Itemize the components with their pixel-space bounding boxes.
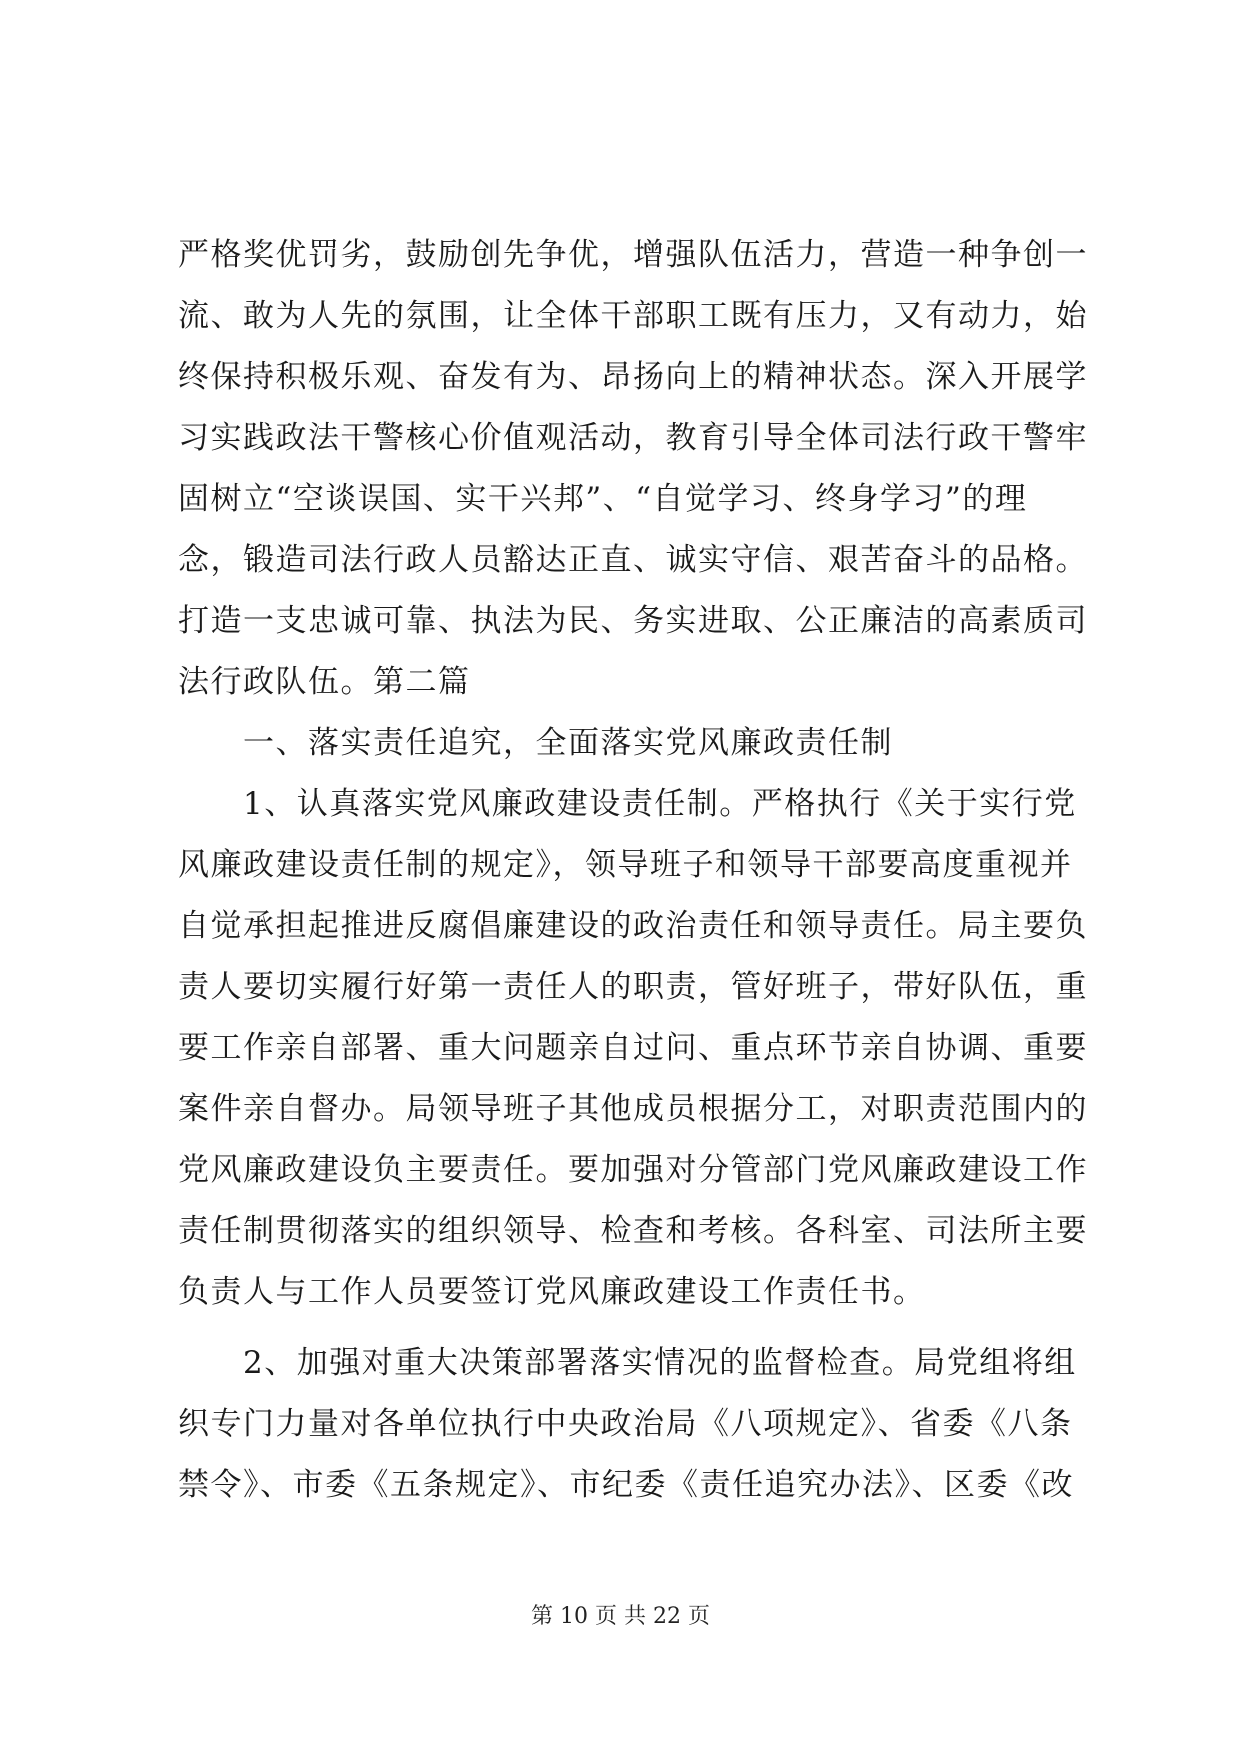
text-line: 负责人与工作人员要签订党风廉政建设工作责任书。 [178,1274,926,1310]
text-line: 自觉承担起推进反腐倡廉建设的政治责任和领导责任。局主要负 [178,908,1088,944]
text-line: 责任制贯彻落实的组织领导、检查和考核。各科室、司法所主要 [178,1213,1088,1249]
text-line: 终保持积极乐观、奋发有为、昂扬向上的精神状态。深入开展学 [178,359,1088,395]
page-footer: 第 10 页 共 22 页 [531,1604,710,1629]
section-heading: 一、落实责任追究，全面落实党风廉政责任制 [178,725,893,761]
text-line: 法行政队伍。第二篇 [178,664,471,700]
text-line: 责人要切实履行好第一责任人的职责，管好班子，带好队伍，重 [178,969,1088,1005]
text-line: 习实践政法干警核心价值观活动，教育引导全体司法行政干警牢 [178,420,1088,456]
text-line: 流、敢为人先的氛围，让全体干部职工既有压力，又有动力，始 [178,298,1088,334]
text-line: 2、加强对重大决策部署落实情况的监督检查。局党组将组 [178,1345,1077,1381]
text-line: 打造一支忠诚可靠、执法为民、务实进取、公正廉洁的高素质司 [178,603,1088,639]
text-line: 固树立“空谈误国、实干兴邦”、“自觉学习、终身学习”的理 [178,481,1028,517]
text-line: 严格奖优罚劣，鼓励创先争优，增强队伍活力，营造一种争创一 [178,237,1088,273]
text-line: 念，锻造司法行政人员豁达正直、诚实守信、艰苦奋斗的品格。 [178,542,1088,578]
paragraph-gap [178,1323,1073,1333]
text-line: 风廉政建设责任制的规定》，领导班子和领导干部要高度重视并 [178,847,1073,883]
document-body [178,225,1088,1516]
text-line: 织专门力量对各单位执行中央政治局《八项规定》、省委《八条 [178,1406,1073,1442]
text-line: 禁令》、市委《五条规定》、市纪委《责任追究办法》、区委《改 [178,1467,1074,1503]
text-line: 要工作亲自部署、重大问题亲自过问、重点环节亲自协调、重要 [178,1030,1088,1066]
text-line: 案件亲自督办。局领导班子其他成员根据分工，对职责范围内的 [178,1091,1088,1127]
text-line: 1、认真落实党风廉政建设责任制。严格执行《关于实行党 [178,786,1077,822]
text-line: 党风廉政建设负主要责任。要加强对分管部门党风廉政建设工作 [178,1152,1088,1188]
